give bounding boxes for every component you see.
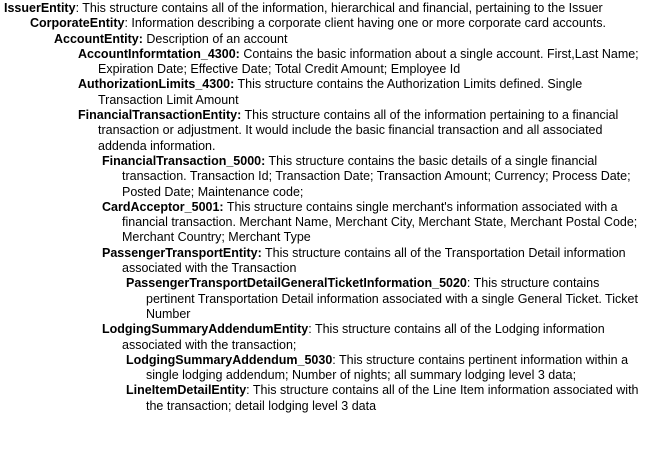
entry-term: FinancialTransactionEntity: — [78, 108, 242, 123]
entry-description: : This structure contains all of the information, hierarchical and financial, pertaining to the Issuer — [75, 1, 603, 15]
entry-description: : Information describing a corporate client having one or more corporate card accounts. — [124, 16, 606, 31]
entry-description: This structure contains the Authorization Limits defined. Single Transaction Limit Amount — [98, 77, 583, 107]
entry-financial-transaction-entity — [0, 108, 640, 154]
entry-card-acceptor-5001 — [0, 200, 640, 246]
entry-issuer-entity — [0, 1, 640, 16]
entry-account-information-4300 — [0, 47, 640, 78]
entry-description: : This structure contains all of the Line Item information associated with the transaction; detail lodging level 3 data — [146, 383, 639, 413]
entry-lodging-summary-addendum-entity — [0, 322, 640, 353]
entry-term: CorporateEntity — [30, 16, 125, 31]
entry-term: PassengerTransportDetailGeneralTicketInformation_5020 — [126, 276, 467, 291]
entry-description: : This structure contains pertinent Transportation Detail information associated with a single General Ticket. Ticket Number — [146, 276, 638, 321]
entry-description: : This structure contains all of the Lodging information associated with the transaction; — [122, 322, 605, 352]
entry-term: PassengerTransportEntity: — [102, 245, 262, 260]
entry-corporate-entity — [0, 16, 640, 31]
entry-term: AuthorizationLimits_4300: — [78, 77, 235, 92]
entry-term: FinancialTransaction_5000: — [102, 153, 266, 168]
entry-term: CardAcceptor_5001: — [102, 199, 224, 214]
entry-description: Contains the basic information about a single account. First,Last Name; Expiration Date; Effective Date; Total Credit Amount; Employee Id — [98, 46, 639, 77]
entry-passenger-transport-detail-5020 — [0, 276, 640, 322]
entry-term: LodgingSummaryAddendumEntity — [102, 322, 309, 337]
entry-description: This structure contains the basic details of a single financial transaction. Transaction Id; Transaction Date; Transaction Amount; Currency; Process Date; Posted Date; Maintenance code; — [122, 153, 631, 199]
entry-description: : This structure contains pertinent information within a single lodging addendum; Number of nights; all summary lodging level 3 data; — [146, 352, 629, 383]
entry-description: This structure contains all of the Transportation Detail information associated with the Transaction — [122, 245, 626, 276]
entry-term: AccountEntity: — [54, 31, 143, 46]
entry-description: This structure contains single merchant's information associated with a financial transaction. Merchant Name, Merchant City, Merchant State, Merchant Postal Code; Merchant Country; Merchant Type — [122, 199, 638, 245]
entry-term: LodgingSummaryAddendum_5030 — [126, 352, 333, 367]
entry-term: AccountInformtation_4300: — [78, 46, 240, 61]
entry-term: IssuerEntity — [4, 1, 76, 15]
entry-passenger-transport-entity — [0, 246, 640, 277]
entry-term: LineItemDetailEntity — [126, 383, 247, 398]
entry-financial-transaction-5000 — [0, 154, 640, 200]
entry-description: This structure contains all of the information pertaining to a financial transaction or adjustment. It would include the basic financial transaction and all associated addenda information. — [98, 108, 619, 153]
entry-authorization-limits-4300 — [0, 77, 640, 108]
entry-description: Description of an account — [142, 31, 288, 46]
entry-account-entity — [0, 32, 640, 47]
entry-line-item-detail-entity — [0, 383, 640, 414]
entry-lodging-summary-addendum-5030 — [0, 353, 640, 384]
